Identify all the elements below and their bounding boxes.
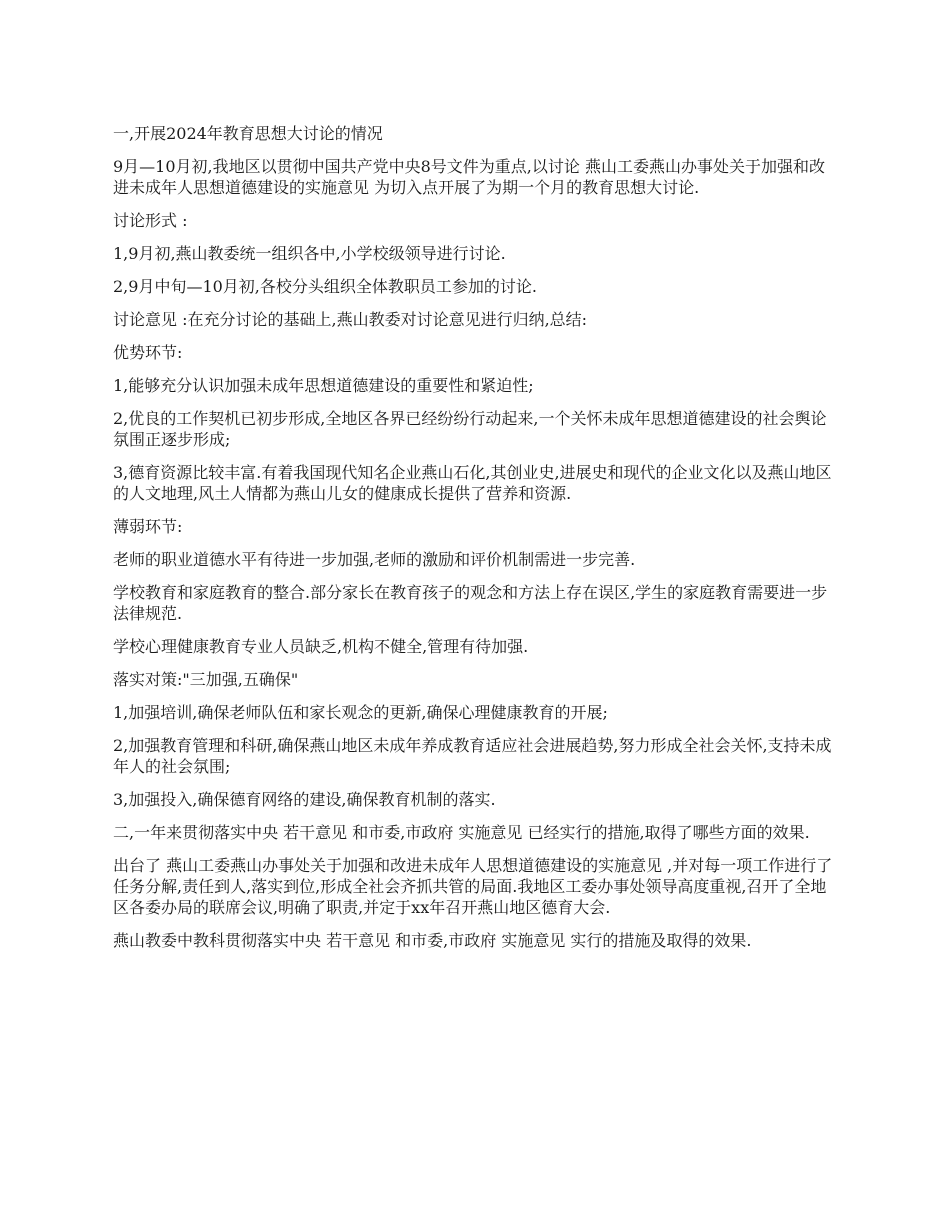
paragraph: 3,德育资源比较丰富.有着我国现代知名企业燕山石化,其创业史,进展史和现代的企业文化以及燕山地区的人文地理,风土人情都为燕山儿女的健康成长提供了营养和资源. <box>113 463 832 503</box>
section-heading-2: 二,一年来贯彻落实中央 若干意见 和市委,市政府 实施意见 已经实行的措施,取得了哪些方面的效果. <box>113 823 810 842</box>
paragraph: 1,9月初,燕山教委统一组织各中,小学校级领导进行讨论. <box>113 244 506 263</box>
paragraph: 2,加强教育管理和科研,确保燕山地区未成年养成教育适应社会进展趋势,努力形成全社会关怀,支持未成年人的社会氛围; <box>113 736 832 776</box>
paragraph: 讨论意见 :在充分讨论的基础上,燕山教委对讨论意见进行归纳,总结: <box>113 310 588 329</box>
subheading: 薄弱环节: <box>113 517 183 536</box>
paragraph: 老师的职业道德水平有待进一步加强,老师的激励和评价机制需进一步完善. <box>113 550 636 569</box>
paragraph: 2,优良的工作契机已初步形成,全地区各界已经纷纷行动起来,一个关怀未成年思想道德建设的社会舆论氛围正逐步形成; <box>113 409 827 449</box>
subheading: 落实对策:"三加强,五确保" <box>113 670 299 689</box>
document-body <box>113 123 840 963</box>
paragraph: 学校心理健康教育专业人员缺乏,机构不健全,管理有待加强. <box>113 637 529 656</box>
paragraph: 2,9月中旬—10月初,各校分头组织全体教职员工参加的讨论. <box>113 277 537 296</box>
paragraph: 1,能够充分认识加强未成年思想道德建设的重要性和紧迫性; <box>113 376 534 395</box>
paragraph: 9月—10月初,我地区以贯彻中国共产党中央8号文件为重点,以讨论 燕山工委燕山办事处关于加强和改进未成年人思想道德建设的实施意见 为切入点开展了为期一个月的教育思想大讨论. <box>113 157 825 197</box>
paragraph: 1,加强培训,确保老师队伍和家长观念的更新,确保心理健康教育的开展; <box>113 703 608 722</box>
paragraph: 3,加强投入,确保德育网络的建设,确保教育机制的落实. <box>113 790 496 809</box>
section-heading-1: 一,开展2024年教育思想大讨论的情况 <box>113 124 383 143</box>
paragraph: 出台了 燕山工委燕山办事处关于加强和改进未成年人思想道德建设的实施意见 ,并对每一项工作进行了任务分解,责任到人,落实到位,形成全社会齐抓共管的局面.我地区工委办事处领导高度重视,召开了全地区各委办局的联席会议,明确了职责,并定于xx年召开燕山地区德育大会. <box>113 856 833 917</box>
paragraph: 燕山教委中教科贯彻落实中央 若干意见 和市委,市政府 实施意见 实行的措施及取得的效果. <box>113 931 752 950</box>
subheading: 优势环节: <box>113 343 183 362</box>
paragraph: 学校教育和家庭教育的整合.部分家长在教育孩子的观念和方法上存在误区,学生的家庭教育需要进一步法律规范. <box>113 583 828 623</box>
paragraph: 讨论形式 : <box>113 211 188 230</box>
